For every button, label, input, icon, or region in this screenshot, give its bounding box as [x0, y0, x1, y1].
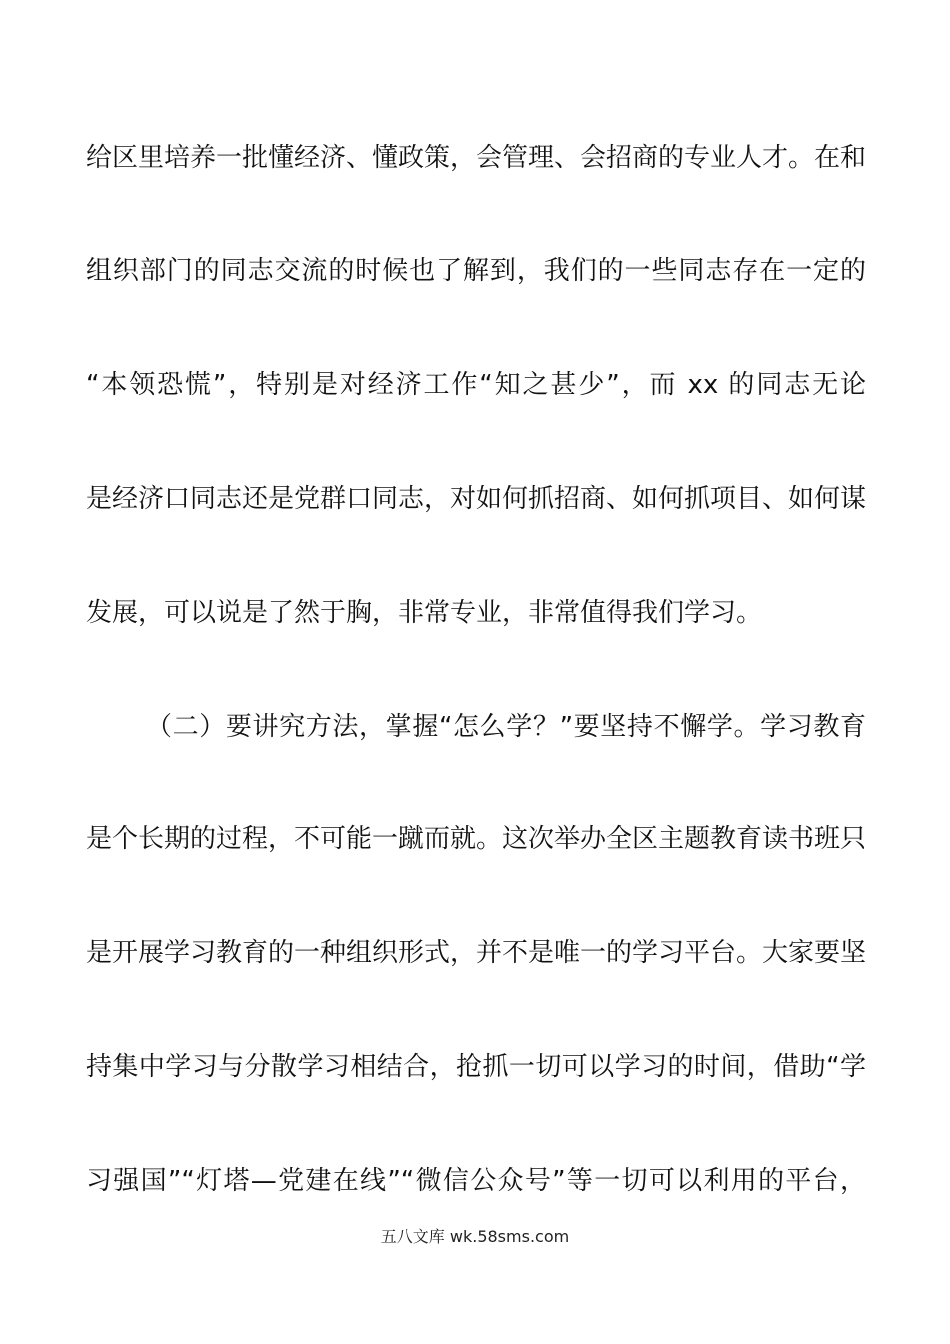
paragraph-line-6: （二）要讲究方法，掌握“怎么学？”要坚持不懈学。学习教育	[146, 712, 866, 742]
paragraph-line-5: 发展，可以说是了然于胸，非常专业，非常值得我们学习。	[86, 598, 763, 628]
paragraph-line-3: “本领恐慌”，特别是对经济工作“知之甚少”，而 xx 的同志无论	[86, 370, 866, 400]
paragraph-line-7: 是个长期的过程，不可能一蹴而就。这次举办全区主题教育读书班只	[86, 824, 867, 854]
paragraph-line-9: 持集中学习与分散学习相结合，抢抓一切可以学习的时间，借助“学	[86, 1052, 866, 1082]
paragraph-line-8: 是开展学习教育的一种组织形式，并不是唯一的学习平台。大家要坚	[86, 938, 867, 968]
paragraph-line-10: 习强国”“灯塔—党建在线”“微信公众号”等一切可以利用的平台，	[86, 1166, 866, 1196]
paragraph-line-2: 组织部门的同志交流的时候也了解到，我们的一些同志存在一定的	[86, 256, 866, 286]
footer-watermark: 五八文库 wk.58sms.com	[380, 1227, 570, 1246]
paragraph-line-4: 是经济口同志还是党群口同志，对如何抓招商、如何抓项目、如何谋	[86, 484, 867, 514]
paragraph-line-1: 给区里培养一批懂经济、懂政策，会管理、会招商的专业人才。在和	[86, 143, 867, 173]
